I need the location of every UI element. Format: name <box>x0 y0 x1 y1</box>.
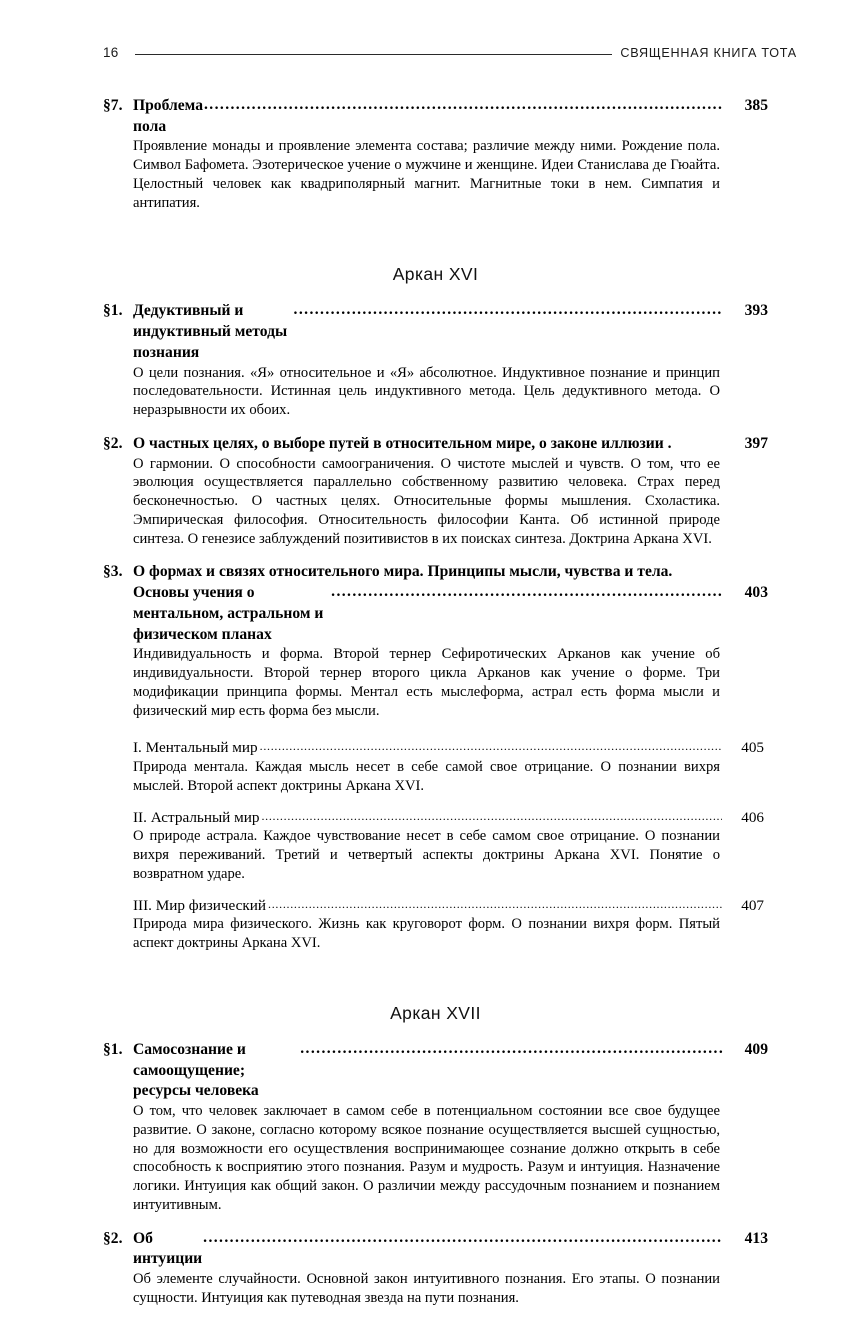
toc-section-number: §3. <box>103 563 123 581</box>
toc-subsection-title: III. Мир физический <box>133 896 267 914</box>
dot-leaders <box>268 897 722 913</box>
toc-section-title: Дедуктивный и индуктивный методы познания <box>133 302 288 361</box>
toc-section-title: О частных целях, о выборе путей в относительном мире, о законе иллюзии . <box>133 434 672 452</box>
dot-leaders <box>260 739 722 755</box>
toc-title-line <box>133 96 768 137</box>
toc-section-head[interactable] <box>103 434 768 455</box>
toc-entry-description: О природе астрала. Каждое чувствование несет в себе самом свое отрицание. О познании вихря переживаний. Третий и четвертый аспекты доктрины Аркана XVI. Понятие о возвратном ударе. <box>133 828 720 882</box>
toc-section-entry[interactable] <box>103 434 768 548</box>
toc-page-number: 413 <box>744 1229 768 1247</box>
toc-title-line <box>103 562 768 583</box>
toc-entry-description: Природа ментала. Каждая мысль несет в себе самой свое отрицание. О познании вихря мыслей. Второй аспект доктрины Аркана XVI. <box>133 759 720 794</box>
page-folio: 16 <box>103 45 119 61</box>
toc-section-title: Об интуиции <box>133 1229 203 1268</box>
header-rule <box>135 54 612 55</box>
toc-section-entry[interactable] <box>103 562 768 720</box>
toc-page-number: 393 <box>744 302 768 320</box>
toc-page-number: 406 <box>741 808 764 826</box>
toc-section-number: §1. <box>103 302 123 320</box>
toc-section-head[interactable] <box>103 562 768 645</box>
toc-section-number: §2. <box>103 1229 123 1247</box>
toc-section-head[interactable] <box>103 1040 768 1102</box>
toc-title-line <box>133 1040 768 1102</box>
running-head <box>103 44 797 62</box>
dot-leaders <box>300 1039 723 1060</box>
table-of-contents <box>103 96 768 1322</box>
toc-section-entry[interactable] <box>103 1040 768 1215</box>
toc-section-entry[interactable] <box>103 1229 768 1308</box>
dot-leaders <box>294 300 723 321</box>
toc-section-title: О формах и связях относительного мира. Принципы мысли, чувства и тела. <box>133 563 673 581</box>
book-title: СВЯЩЕННАЯ КНИГА ТОТА <box>620 46 797 60</box>
toc-section-number: §1. <box>103 1040 123 1058</box>
toc-section-title: Самосознание и самоощущение; ресурсы человека <box>133 1040 259 1100</box>
toc-entry-description: О цели познания. «Я» относительное и «Я» абсолютное. Индуктивное познание и принцип последовательности. Истинная цель индуктивного метода. Цель дедуктивного метода. О неразрывности их обоих. <box>133 364 720 419</box>
toc-subsection-head[interactable] <box>133 896 768 916</box>
toc-section-head[interactable] <box>103 96 768 137</box>
toc-page-number: 403 <box>744 584 768 602</box>
toc-section-title: Проблема пола <box>133 97 203 135</box>
toc-page-number: 407 <box>741 896 764 914</box>
dot-leaders <box>203 1228 723 1249</box>
dot-leaders <box>261 809 722 825</box>
toc-title-line <box>103 583 768 645</box>
toc-entry-description: Природа мира физического. Жизнь как круговорот форм. О познании вихря форм. Пятый аспект доктрины Аркана XVI. <box>133 916 720 952</box>
toc-subsection-head[interactable] <box>133 738 768 758</box>
toc-subsection-entry[interactable] <box>133 738 768 795</box>
toc-title-line <box>133 1229 768 1270</box>
toc-page-number: 405 <box>741 739 764 757</box>
toc-title-line <box>133 301 768 363</box>
toc-section-title-cont: Основы учения о ментальном, астральном и физическом планах <box>133 584 324 643</box>
toc-subsection-title: I. Ментальный мир <box>133 739 258 757</box>
dot-leaders <box>204 95 723 116</box>
toc-section-number: §7. <box>103 97 123 114</box>
arcanum-heading: Аркан XVII <box>390 1002 481 1023</box>
toc-subsection-head[interactable] <box>133 808 768 828</box>
toc-entry-description: Индивидуальность и форма. Второй тернер Сефиротических Арканов как учение об индивидуальности. Второй тернер второго цикла Арканов как учение о форме. Три модификации принципа формы. Ментал есть мыслеформа, астрал есть форма мысли и физический мир есть форма без мысли. <box>133 646 720 719</box>
toc-entry-description: О гармонии. О способности самоограничения. О чистоте мыслей и чувств. О том, что ее эволюция осуществляется параллельно собственному развитию человека. Страх перед бесконечностью. О частных целях. Относительные формы мышления. Схоластика. Эмпирическая философия. Относительность философии Канта. Об истинной природе синтеза. О генезисе заблуждений позитивистов в их поисках синтеза. Доктрина Аркана XVI. <box>133 455 720 547</box>
arcanum-heading: Аркан XVI <box>392 264 479 285</box>
toc-subsection-title: II. Астральный мир <box>133 808 260 826</box>
toc-page-number: 397 <box>744 434 768 452</box>
toc-section-head[interactable] <box>103 301 768 363</box>
toc-page-number: 385 <box>744 97 768 114</box>
page <box>103 0 797 1306</box>
toc-subsection-entry[interactable] <box>133 808 768 884</box>
toc-section-entry[interactable] <box>103 96 768 212</box>
toc-entry-description: Проявление монады и проявление элемента состава; различие между ними. Рождение пола. Символ Бафомета. Эзотерическое учение о мужчине и женщине. Идеи Станислава де Гюайта. Целостный человек как квадриполярный магнит. Магнитные токи в нем. Симпатия и антипатия. <box>133 138 720 211</box>
dot-leaders <box>331 582 723 603</box>
toc-section-number: §2. <box>103 434 123 452</box>
toc-page-number: 409 <box>744 1040 768 1058</box>
toc-entry-description: О том, что человек заключает в самом себе в потенциальном состоянии все свое будущее развитие. О законе, согласно которому всякое познание осуществляется высшей сущностью, но для возможности его осуществления воспринимающее сознание должно открыть в себе способность к восприятию этого познания. Разум и мудрость. Разум и интуиция. Назначение логики. Интуиция как общий закон. О различии между рассудочным познанием и познанием интуитивным. <box>133 1103 720 1213</box>
toc-title-line <box>133 434 768 455</box>
toc-subsection-entry[interactable] <box>133 896 768 953</box>
toc-section-head[interactable] <box>103 1229 768 1270</box>
toc-entry-description: Об элементе случайности. Основной закон интуитивного познания. Его этапы. О познании сущности. Интуиция как путеводная звезда на пути познания. <box>133 1271 720 1306</box>
toc-section-entry[interactable] <box>103 301 768 419</box>
